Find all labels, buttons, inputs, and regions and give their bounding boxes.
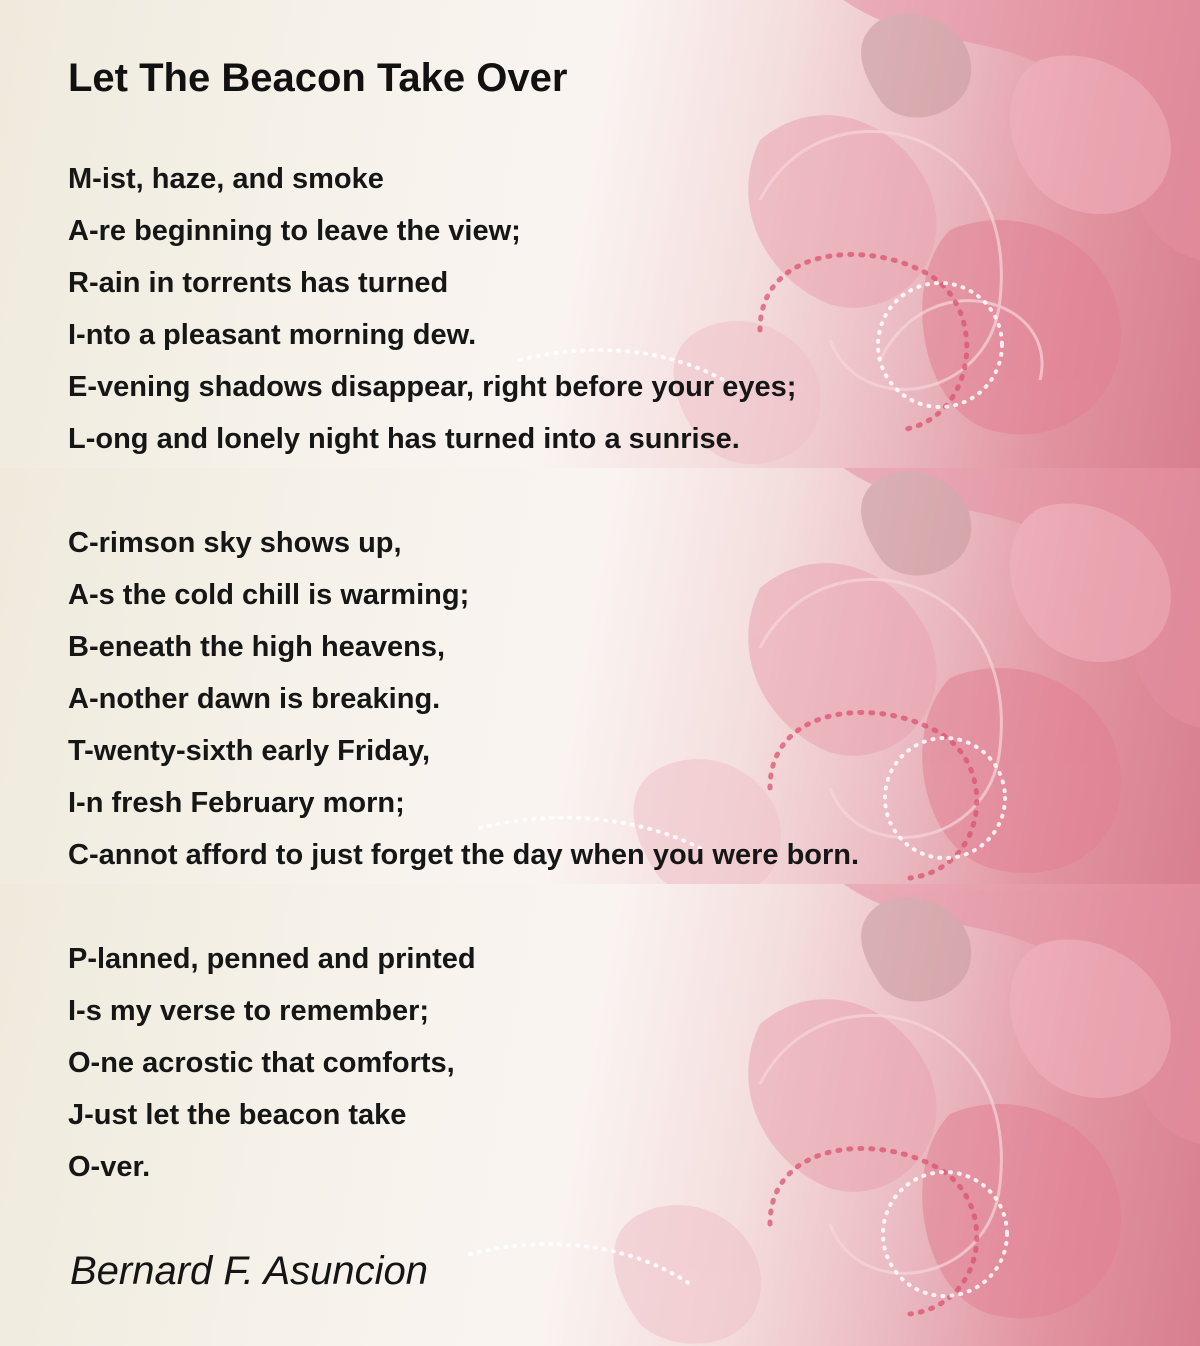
- poem-line: C-rimson sky shows up,: [68, 527, 402, 559]
- stanza: [68, 933, 476, 1193]
- poem-title: Let The Beacon Take Over: [68, 56, 568, 100]
- poem-line: B-eneath the high heavens,: [68, 631, 446, 663]
- poem: [68, 0, 1168, 1346]
- stanza: [68, 153, 796, 465]
- poem-line: O-ver.: [68, 1151, 151, 1183]
- poem-line: I-s my verse to remember;: [68, 995, 430, 1027]
- poem-line: J-ust let the beacon take: [68, 1099, 407, 1131]
- poem-line: P-lanned, penned and printed: [68, 943, 476, 975]
- poem-line: R-ain in torrents has turned: [68, 267, 449, 299]
- poem-line: L-ong and lonely night has turned into a sunrise.: [68, 423, 740, 455]
- poem-line: I-nto a pleasant morning dew.: [68, 319, 477, 351]
- poem-line: M-ist, haze, and smoke: [68, 163, 384, 195]
- poem-line: O-ne acrostic that comforts,: [68, 1047, 455, 1079]
- poem-line: T-wenty-sixth early Friday,: [68, 735, 431, 767]
- poem-author: Bernard F. Asuncion: [70, 1249, 428, 1293]
- stanza: [68, 517, 859, 881]
- poem-line: A-nother dawn is breaking.: [68, 683, 441, 715]
- poem-line: E-vening shadows disappear, right before your eyes;: [68, 371, 797, 403]
- poem-line: C-annot afford to just forget the day when you were born.: [68, 839, 860, 871]
- poem-line: A-re beginning to leave the view;: [68, 215, 521, 247]
- poem-line: I-n fresh February morn;: [68, 787, 405, 819]
- poem-line: A-s the cold chill is warming;: [68, 579, 470, 611]
